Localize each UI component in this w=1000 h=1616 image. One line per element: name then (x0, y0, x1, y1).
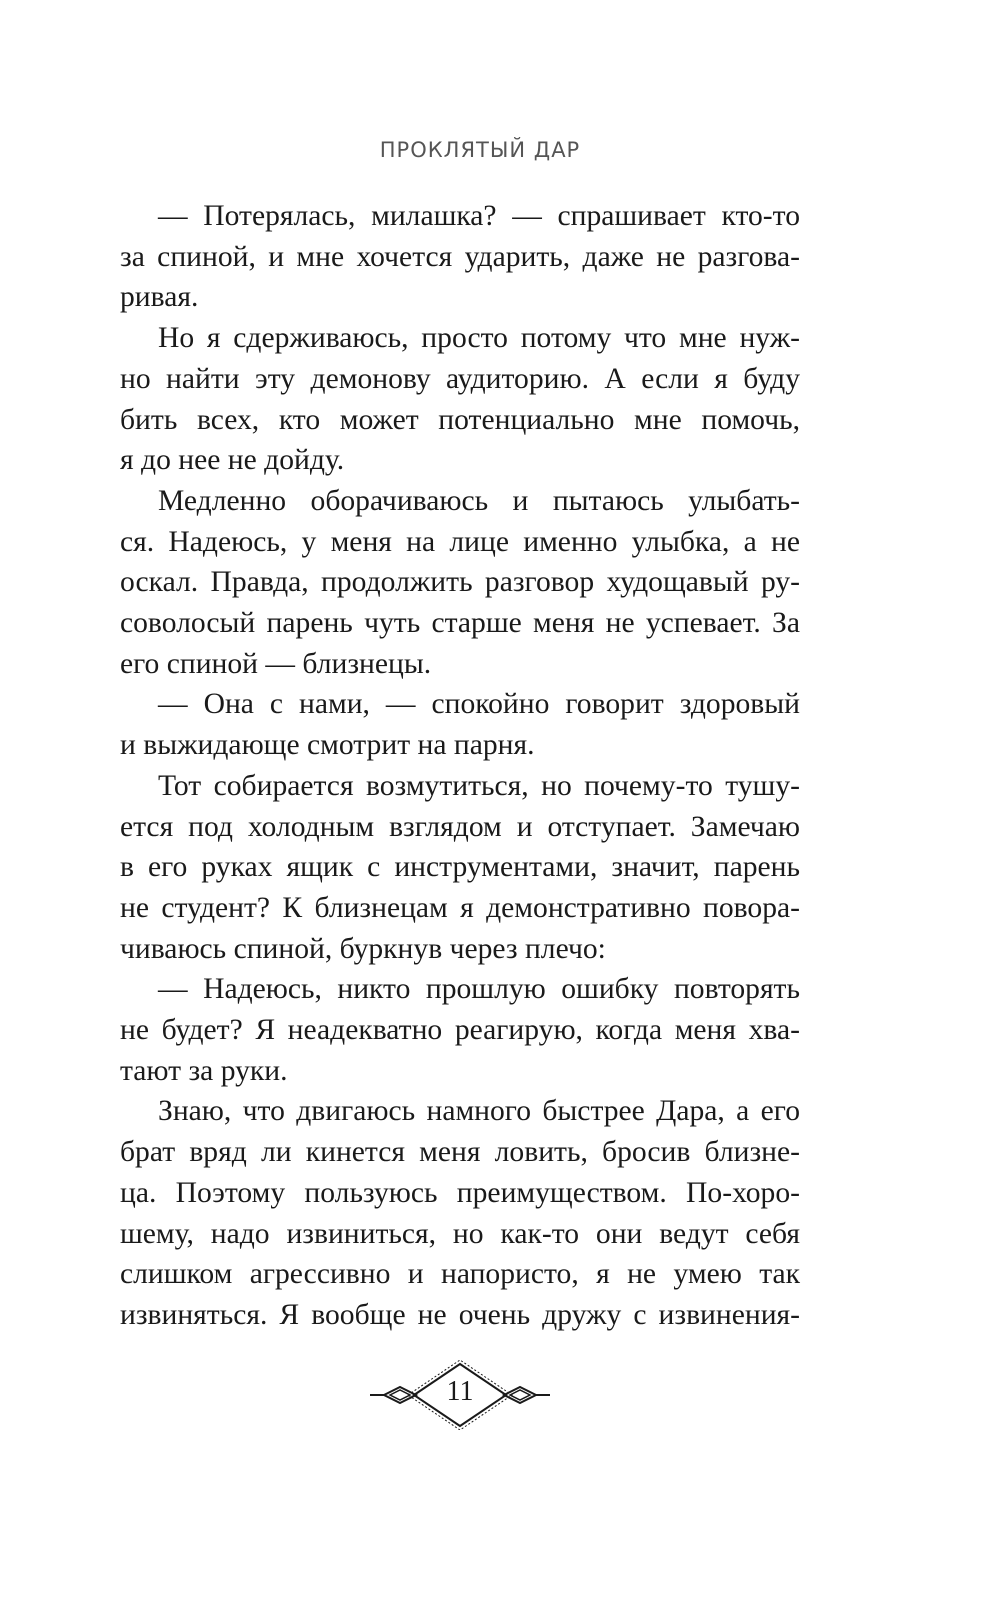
page-folio (370, 1360, 550, 1430)
text-line: но найти эту демонову аудиторию. А если я буду (120, 362, 800, 395)
text-line: бить всех, кто может потенциально мне помочь, (120, 403, 800, 436)
text-line: его спиной — близнецы. (120, 647, 432, 680)
text-line: за спиной, и мне хочется ударить, даже не разгова- (120, 240, 800, 273)
text-line: оскал. Правда, продолжить разговор худощавый ру- (120, 566, 800, 599)
text-line: извиняться. Я вообще не очень дружу с извинения- (120, 1298, 800, 1331)
text-line: — Надеюсь, никто прошлую ошибку повторять (158, 973, 800, 1006)
text-line: ся. Надеюсь, у меня на лице именно улыбка, а не (120, 525, 800, 558)
text-line: соволосый парень чуть старше меня не успевает. За (120, 607, 800, 640)
text-line: не будет? Я неадекватно реагирую, когда меня хва- (120, 1014, 800, 1047)
text-line: Тот собирается возмутиться, но почему-то тушу- (158, 769, 800, 802)
body-text (120, 196, 800, 1336)
running-head: ПРОКЛЯТЫЙ ДАР (379, 138, 581, 162)
text-line: Знаю, что двигаюсь намного быстрее Дара, а его (158, 1095, 800, 1128)
text-line: слишком агрессивно и напористо, я не умею так (120, 1258, 800, 1291)
text-line: чиваюсь спиной, буркнув через плечо: (120, 932, 606, 965)
text-line: брат вряд ли кинется меня ловить, бросив близне- (120, 1136, 800, 1169)
text-line: Но я сдерживаюсь, просто потому что мне нуж- (158, 322, 800, 355)
text-line: не студент? К близнецам я демонстративно повора- (120, 891, 800, 924)
text-line: в его руках ящик с инструментами, значит, парень (120, 851, 800, 884)
text-line: ется под холодным взглядом и отступает. Замечаю (120, 810, 800, 843)
text-line: ривая. (120, 281, 199, 314)
text-line: я до нее не дойду. (120, 444, 345, 477)
page-number: 11 (446, 1376, 474, 1407)
text-line: — Потерялась, милашка? — спрашивает кто-то (158, 200, 800, 232)
text-line: тают за руки. (120, 1054, 288, 1087)
text-line: Медленно оборачиваюсь и пытаюсь улыбать- (158, 484, 800, 517)
text-line: и выжидающе смотрит на парня. (120, 729, 535, 762)
text-line: — Она с нами, — спокойно говорит здоровый (158, 688, 800, 721)
text-line: ца. Поэтому пользуюсь преимуществом. По-хоро- (120, 1176, 800, 1209)
text-line: шему, надо извиниться, но как-то они ведут себя (120, 1217, 800, 1250)
